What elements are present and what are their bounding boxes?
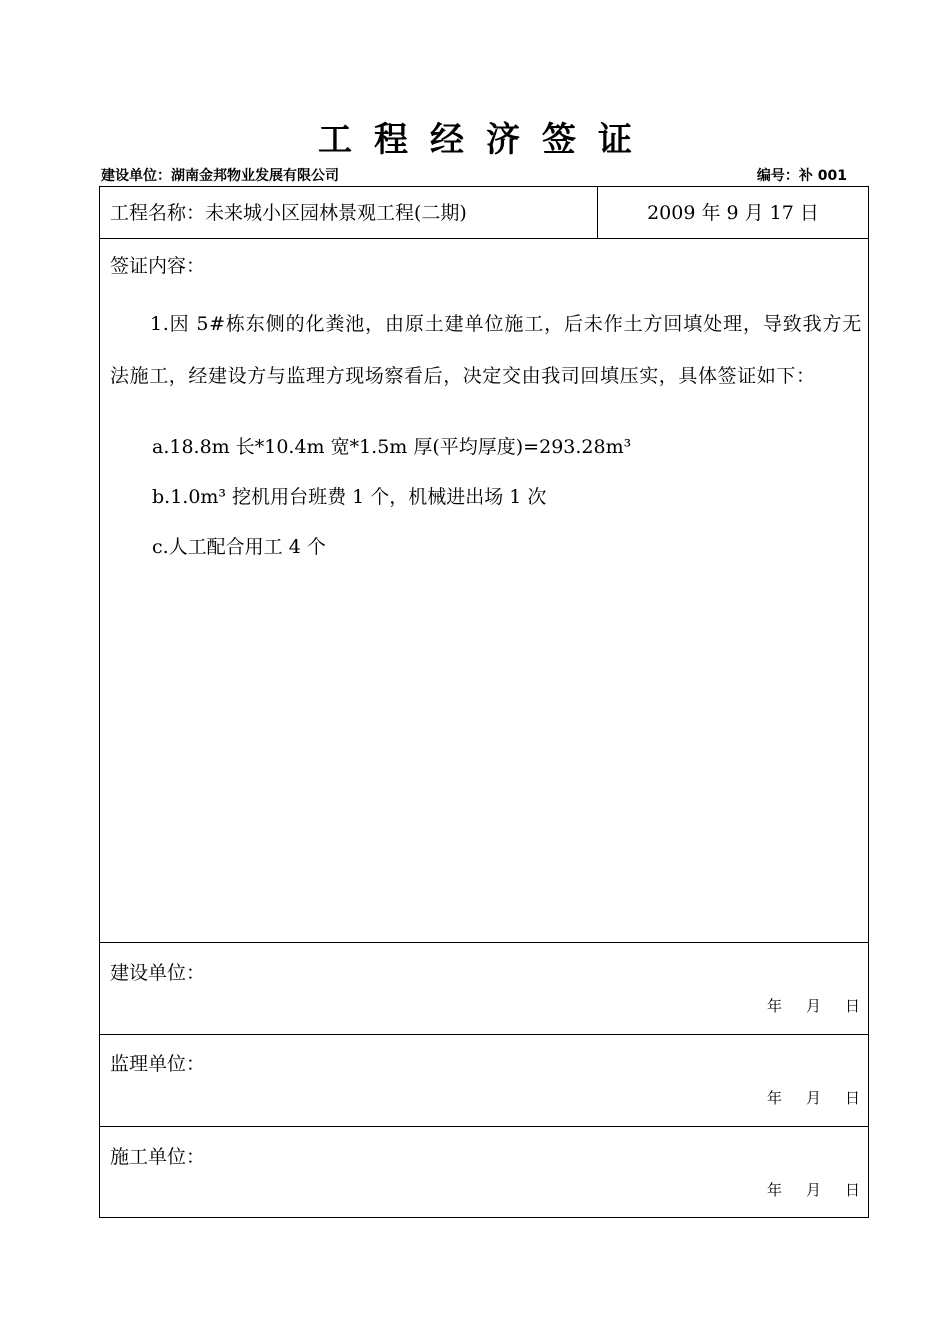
form-date: 2009 年 9 月 17 日 — [647, 202, 819, 224]
supervisor-signature-date — [767, 1087, 860, 1109]
visa-content-section — [110, 251, 862, 562]
date-month: 月 — [805, 997, 821, 1015]
row-divider — [100, 238, 868, 239]
date-year: 年 — [766, 997, 782, 1015]
document-title: 工程经济签证 — [318, 120, 654, 160]
client-signature-label: 建设单位： — [110, 962, 206, 984]
date-month: 月 — [805, 1089, 821, 1107]
visa-item: a.18.8m 长*10.4m 宽*1.5m 厚(平均厚度)=293.28m³ — [152, 436, 632, 458]
client-signature-date — [767, 995, 860, 1017]
date-year: 年 — [766, 1181, 782, 1199]
date-day: 日 — [844, 1089, 860, 1107]
date-day: 日 — [844, 997, 860, 1015]
row-divider — [100, 1126, 868, 1127]
visa-content-label: 签证内容： — [110, 255, 206, 277]
visa-content-paragraph: 1.因 5#栋东侧的化粪池，由原土建单位施工，后未作土方回填处理，导致我方无法施工，经建设方与监理方现场察看后，决定交由我司回填压实，具体签证如下： — [110, 313, 862, 387]
visa-item: b.1.0m³ 挖机用台班费 1 个，机械进出场 1 次 — [152, 486, 547, 508]
visa-item: c.人工配合用工 4 个 — [152, 536, 326, 558]
construction-unit-header: 建设单位：湖南金邦物业发展有限公司 — [101, 168, 339, 184]
supervisor-signature-label: 监理单位： — [110, 1053, 206, 1075]
date-day: 日 — [844, 1181, 860, 1199]
row-divider — [100, 942, 868, 943]
project-name: 工程名称：未来城小区园林景观工程(二期) — [110, 202, 467, 224]
row-divider — [100, 1034, 868, 1035]
contractor-signature-label: 施工单位： — [110, 1146, 206, 1168]
document-number: 编号：补 001 — [756, 168, 847, 184]
date-month: 月 — [805, 1181, 821, 1199]
date-year: 年 — [766, 1089, 782, 1107]
visa-form-table — [99, 186, 869, 1218]
contractor-signature-date — [767, 1179, 860, 1201]
